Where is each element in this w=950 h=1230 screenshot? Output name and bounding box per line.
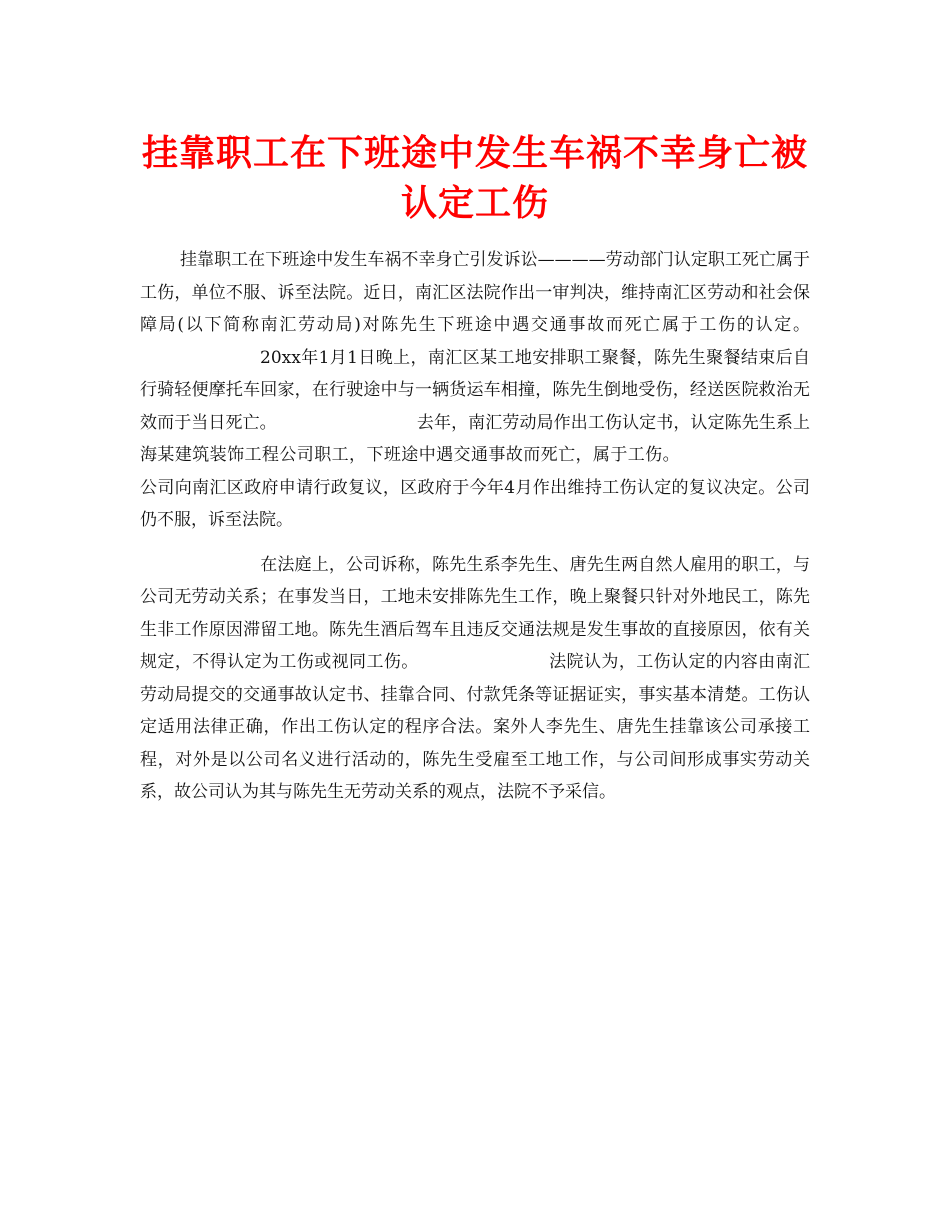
paragraph-1-sentence-4: 公司向南汇区政府申请行政复议，区政府于今年4月作出维持工伤认定的复议决定。公司仍不服，诉至法院。 — [140, 477, 810, 530]
paragraph-2 — [140, 549, 810, 809]
document-body — [140, 244, 810, 809]
paragraph-2-sentence-1: 在法庭上，公司诉称，陈先生系李先生、唐先生两自然人雇用的职工，与公司无劳动关系；在事发当日，工地未安排陈先生工作，晚上聚餐只针对外地民工，陈先生非工作原因滞留工地。陈先生酒后驾车且违反交通法规是发生事故的直接原因，依有关规定，不得认定为工伤或视同工伤。 — [140, 554, 810, 672]
paragraph-1-sentence-3: 去年，南汇劳动局作出工伤认定书，认定陈先生系上海某建筑装饰工程公司职工，下班途中遇交通事故而死亡，属于工伤。 — [140, 412, 811, 465]
paragraph-1 — [140, 244, 810, 537]
paragraph-1-sentence-1: 挂靠职工在下班途中发生车祸不幸身亡引发诉讼————劳动部门认定职工死亡属于工伤，单位不服、诉至法院。近日，南汇区法院作出一审判决，维持南汇区劳动和社会保障局(以下简称南汇劳动局)对陈先生下班途中遇交通事故而死亡属于工伤的认定。 — [140, 250, 810, 335]
document-title: 挂靠职工在下班途中发生车祸不幸身亡被认定工伤 — [141, 132, 808, 224]
paragraph-2-sentence-2: 法院认为，工伤认定的内容由南汇劳动局提交的交通事故认定书、挂靠合同、付款凭条等证据证实，事实基本清楚。工伤认定适用法律正确，作出工伤认定的程序合法。案外人李先生、唐先生挂靠该公司承接工程，对外是以公司名义进行活动的，陈先生受雇至工地工作，与公司间形成事实劳动关系，故公司认为其与陈先生无劳动关系的观点，法院不予采信。 — [140, 652, 811, 802]
paragraph-1-sentence-2: 20xx年1月1日晚上，南汇区某工地安排职工聚餐，陈先生聚餐结束后自行骑轻便摩托车回家，在行驶途中与一辆货运车相撞，陈先生倒地受伤，经送医院救治无效而于当日死亡。 — [140, 347, 810, 433]
